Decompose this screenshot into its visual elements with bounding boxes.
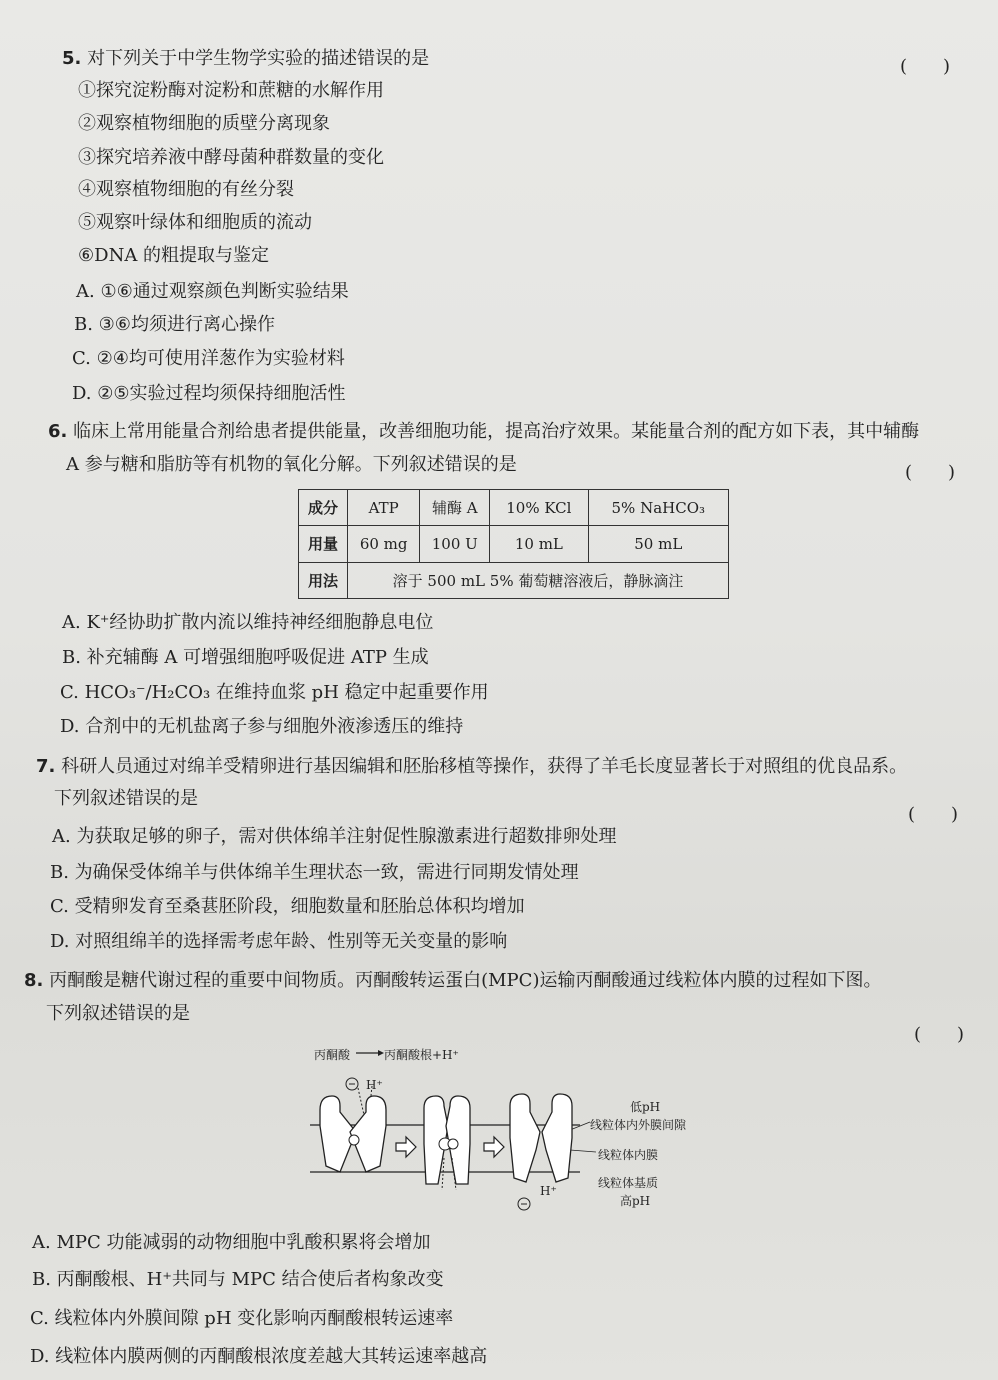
q5-item-3: ③探究培养液中酵母菌种群数量的变化: [78, 147, 384, 168]
table-cell-atp-amount: 60 mg: [348, 526, 420, 562]
q5-option-d: D. ②⑤实验过程均须保持细胞活性: [72, 383, 346, 404]
q5-item-5: ⑤观察叶绿体和细胞质的流动: [78, 212, 312, 233]
q7-stem-line-1: [36, 758, 907, 776]
q6-stem-line-2: A 参与糖和脂肪等有机物的氧化分解。下列叙述错误的是: [66, 454, 517, 475]
table-cell-usage: 溶于 500 mL 5% 葡萄糖溶液后，静脉滴注: [348, 562, 729, 598]
table-cell-kcl: 10% KCl: [490, 490, 588, 526]
table-row: [299, 526, 729, 562]
energy-mixture-table: [298, 489, 729, 599]
diagram-h-top-label: H⁺: [366, 1078, 383, 1092]
table-row: [299, 490, 729, 526]
diagram-high-ph-label: 高pH: [620, 1194, 651, 1208]
q6-option-a: A. K⁺经协助扩散内流以维持神经细胞静息电位: [62, 612, 434, 633]
q5-option-a: A. ①⑥通过观察颜色判断实验结果: [76, 281, 349, 302]
q6-option-b: B. 补充辅酶 A 可增强细胞呼吸促进 ATP 生成: [62, 647, 429, 668]
q7-answer-paren: ( ): [908, 804, 959, 825]
q5-item-6: ⑥DNA 的粗提取与鉴定: [78, 245, 270, 266]
q6-option-d: D. 合剂中的无机盐离子参与细胞外液渗透压的维持: [60, 716, 464, 737]
table-cell-nahco3: 5% NaHCO₃: [588, 490, 728, 526]
diagram-pyruvate-ion-label: 丙酮酸根+H⁺: [384, 1048, 459, 1062]
diagram-inner-membrane-label: 线粒体内膜: [598, 1148, 659, 1162]
q5-stem-text: 对下列关于中学生物学实验的描述错误的是: [87, 48, 430, 69]
q5-option-c: C. ②④均可使用洋葱作为实验材料: [72, 348, 345, 369]
q7-stem-line-2: 下列叙述错误的是: [54, 788, 198, 809]
table-header-component: 成分: [299, 490, 348, 526]
q8-option-d: D. 线粒体内膜两侧的丙酮酸根浓度差越大其转运速率越高: [30, 1346, 488, 1367]
q8-option-b: B. 丙酮酸根、H⁺共同与 MPC 结合使后者构象改变: [32, 1269, 444, 1290]
q5-answer-paren: ( ): [900, 56, 951, 77]
q7-stem-text-1: 科研人员通过对绵羊受精卵进行基因编辑和胚胎移植等操作，获得了羊毛长度显著长于对照组的优良品系。: [61, 756, 908, 777]
diagram-intermembrane-label: 线粒体内外膜间隙: [590, 1118, 687, 1132]
state-arrow-icon: [396, 1137, 416, 1157]
label-pointer: [570, 1122, 590, 1130]
q8-stem-text-1: 丙酮酸是糖代谢过程的重要中间物质。丙酮酸转运蛋白(MPC)运输丙酮酸通过线粒体内膜的过程如下图。: [49, 970, 882, 991]
table-row: [299, 562, 729, 598]
state-arrow-icon: [484, 1137, 504, 1157]
table-cell-kcl-amount: 10 mL: [490, 526, 588, 562]
table-header-usage: 用法: [299, 562, 348, 598]
substrate-icon: [448, 1139, 458, 1149]
q6-stem-text-1: 临床上常用能量合剂给患者提供能量，改善细胞功能，提高治疗效果。某能量合剂的配方如下表，其中辅酶: [73, 421, 920, 442]
table-cell-coenzyme-a: 辅酶 A: [420, 490, 490, 526]
q5-number: 5.: [62, 48, 82, 69]
substrate-icon: [349, 1135, 359, 1145]
label-pointer: [570, 1150, 596, 1152]
q7-option-b: B. 为确保受体绵羊与供体绵羊生理状态一致，需进行同期发情处理: [50, 862, 579, 883]
q5-option-b: B. ③⑥均须进行离心操作: [74, 314, 275, 335]
q8-answer-paren: ( ): [914, 1024, 965, 1045]
q6-number: 6.: [48, 421, 68, 442]
q7-option-c: C. 受精卵发育至桑葚胚阶段，细胞数量和胚胎总体积均增加: [50, 896, 525, 917]
mpc-transporter-state-1: [320, 1096, 386, 1172]
diagram-h-bottom-label: H⁺: [540, 1184, 557, 1198]
q8-option-a: A. MPC 功能减弱的动物细胞中乳酸积累将会增加: [32, 1232, 431, 1253]
q8-option-c: C. 线粒体内外膜间隙 pH 变化影响丙酮酸根转运速率: [30, 1308, 454, 1329]
mpc-diagram-graphic: [300, 1040, 720, 1220]
reaction-arrowhead: [378, 1050, 384, 1056]
diagram-low-ph-label: 低pH: [630, 1100, 661, 1114]
mpc-transporter-state-3: [510, 1094, 572, 1182]
q6-stem-line-1: [48, 423, 919, 441]
q6-answer-paren: ( ): [905, 462, 956, 483]
q5-item-1: ①探究淀粉酶对淀粉和蔗糖的水解作用: [78, 80, 384, 101]
q7-number: 7.: [36, 756, 56, 777]
table-cell-nahco3-amount: 50 mL: [588, 526, 728, 562]
q8-number: 8.: [24, 970, 44, 991]
table-cell-atp: ATP: [348, 490, 420, 526]
q8-stem-line-2: 下列叙述错误的是: [46, 1003, 190, 1024]
q8-stem-line-1: [24, 972, 881, 990]
diagram-pyruvate-label: 丙酮酸: [314, 1048, 351, 1062]
q5-item-2: ②观察植物细胞的质壁分离现象: [78, 113, 330, 134]
diagram-matrix-label: 线粒体基质: [598, 1176, 659, 1190]
q7-option-d: D. 对照组绵羊的选择需考虑年龄、性别等无关变量的影响: [50, 931, 508, 952]
q5-stem: [62, 50, 429, 68]
q7-option-a: A. 为获取足够的卵子，需对供体绵羊注射促性腺激素进行超数排卵处理: [52, 826, 617, 847]
table-cell-coenzyme-a-amount: 100 U: [420, 526, 490, 562]
q5-item-4: ④观察植物细胞的有丝分裂: [78, 179, 294, 200]
mpc-transport-diagram: [300, 1040, 720, 1220]
q6-option-c: C. HCO₃⁻/H₂CO₃ 在维持血浆 pH 稳定中起重要作用: [60, 682, 489, 703]
table-header-amount: 用量: [299, 526, 348, 562]
